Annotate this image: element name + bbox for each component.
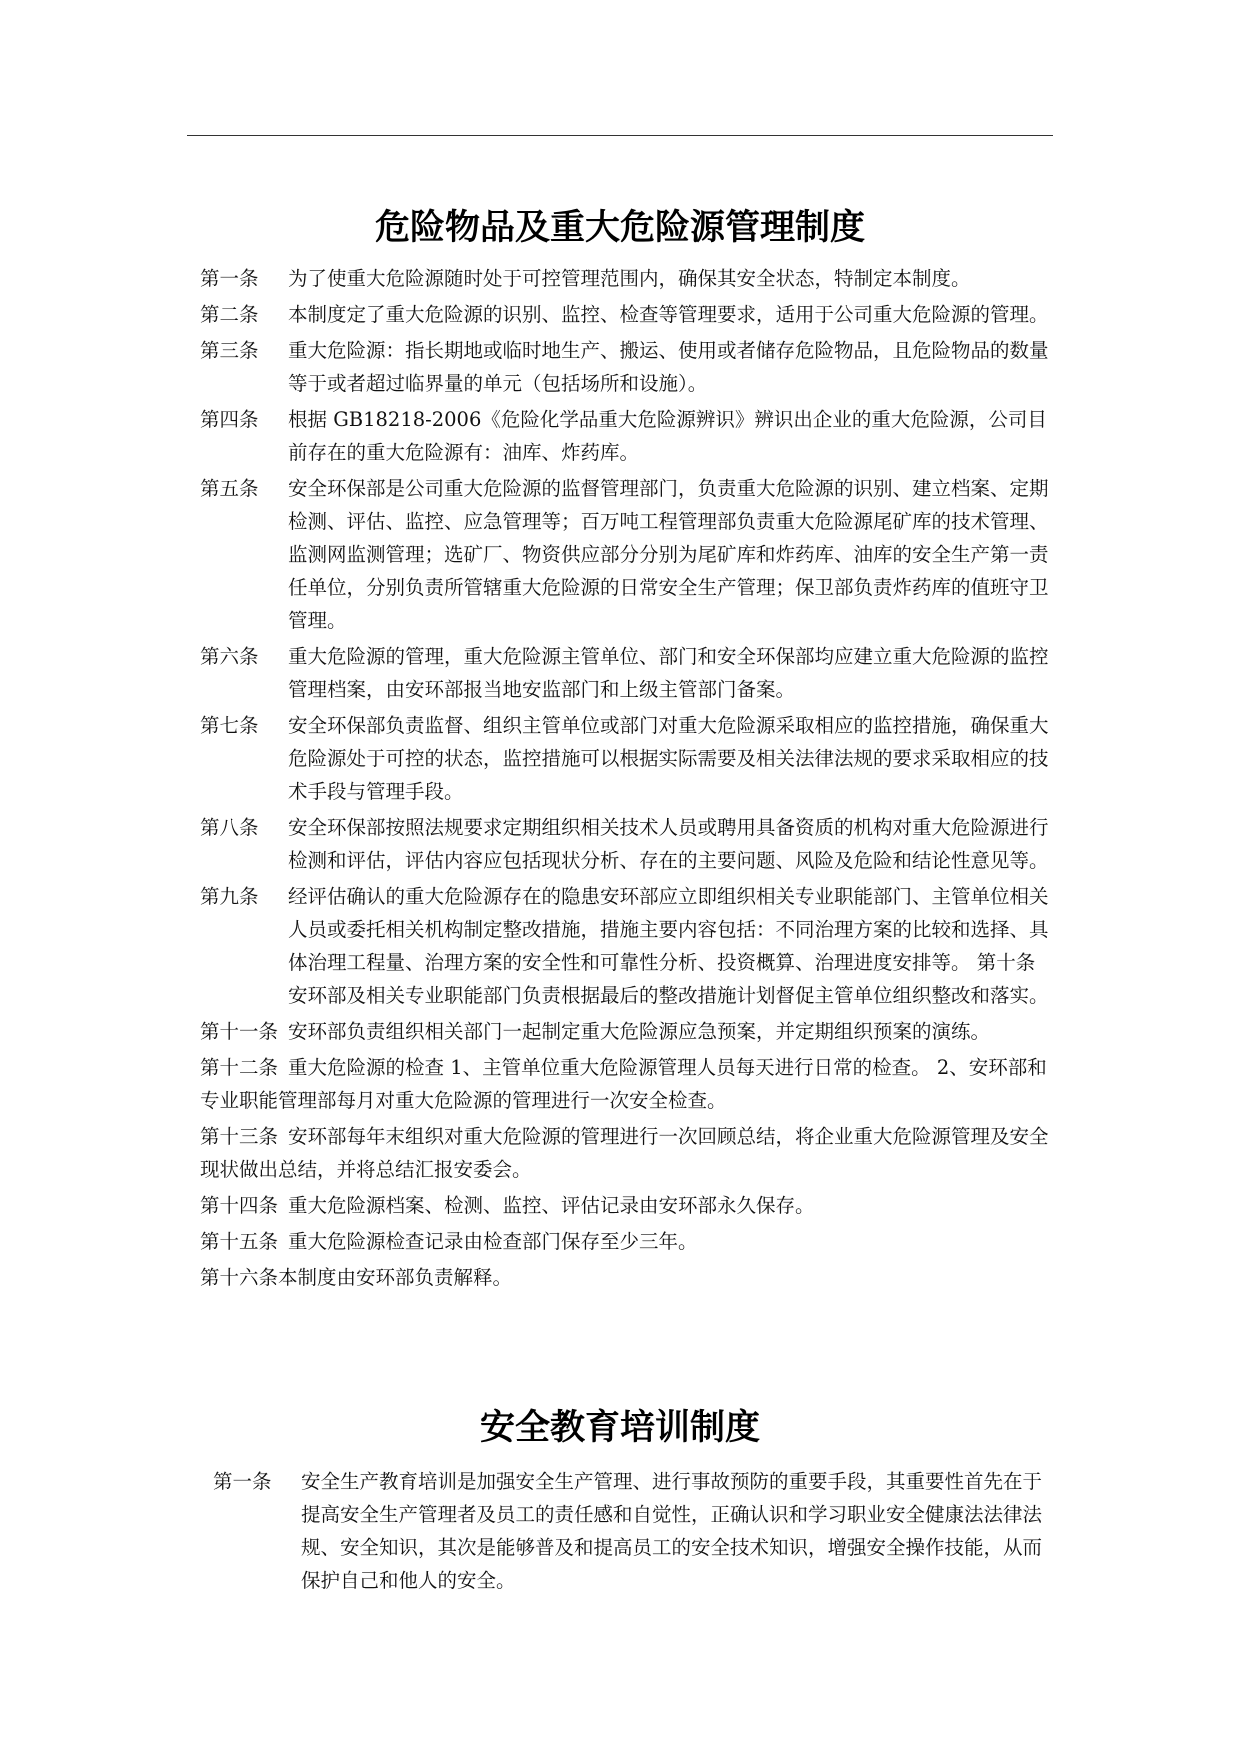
article-text: 重大危险源检查记录由检查部门保存至少三年。: [288, 1230, 698, 1253]
article-text: 安环部负责组织相关部门一起制定重大危险源应急预案，并定期组织预案的演练。: [288, 1020, 991, 1043]
article-number: 第六条: [200, 645, 259, 668]
article-number: 第十二条: [200, 1056, 279, 1079]
paragraph-item: [200, 1015, 1055, 1048]
article-item: [200, 334, 1055, 400]
article-text: 经评估确认的重大危险源存在的隐患安环部应立即组织相关专业职能部门、主管单位相关人员或委托相关机构制定整改措施，措施主要内容包括：不同治理方案的比较和选择、具体治理工程量、治理方案的安全性和可靠性分析、投资概算、治理进度安排等。 第十条 安环部及相关专业职能部门负责根据最后的整改措施计划督促主管单位组织整改和落实。: [288, 885, 1049, 1007]
article-text: 安全环保部负责监督、组织主管单位或部门对重大危险源采取相应的监控措施，确保重大危险源处于可控的状态，监控措施可以根据实际需要及相关法律法规的要求采取相应的技术手段与管理手段。: [288, 714, 1049, 803]
article-number: 第十六条: [200, 1266, 279, 1289]
article-item: [200, 403, 1055, 469]
page-title: 危险物品及重大危险源管理制度: [374, 207, 865, 248]
article-text: 本制度由安环部负责解释。: [278, 1266, 513, 1289]
paragraph-item: [200, 1225, 1055, 1258]
article-text: 重大危险源档案、检测、监控、评估记录由安环部永久保存。: [288, 1194, 815, 1217]
article-text: 安全环保部是公司重大危险源的监督管理部门，负责重大危险源的识别、建立档案、定期检测、评估、监控、应急管理等；百万吨工程管理部负责重大危险源尾矿库的技术管理、监测网监测管理；选矿厂、物资供应部分分别为尾矿库和炸药库、油库的安全生产第一责任单位，分别负责所管辖重大危险源的日常安全生产管理；保卫部负责炸药库的值班守卫管理。: [288, 477, 1049, 632]
article-item: [200, 472, 1055, 637]
article-item: [200, 640, 1055, 706]
article-text: 重大危险源的管理，重大危险源主管单位、部门和安全环保部均应建立重大危险源的监控管理档案，由安环部报当地安监部门和上级主管部门备案。: [288, 645, 1049, 701]
article-number: 第十一条: [200, 1020, 279, 1043]
article-text: 重大危险源：指长期地或临时地生产、搬运、使用或者储存危险物品，且危险物品的数量等于或者超过临界量的单元（包括场所和设施）。: [288, 339, 1049, 395]
paragraph-item: [200, 1051, 1055, 1117]
article-text: 本制度定了重大危险源的识别、监控、检查等管理要求，适用于公司重大危险源的管理。: [288, 303, 1049, 326]
article-item: [213, 1465, 1055, 1597]
article-number: 第十五条: [200, 1230, 279, 1253]
article-number: 第十四条: [200, 1194, 279, 1217]
article-item: [200, 709, 1055, 808]
paragraph-item: [200, 1189, 1055, 1222]
section-title-training: 安全教育培训制度: [479, 1407, 760, 1448]
article-number: 第七条: [200, 714, 259, 737]
article-text: 安全生产教育培训是加强安全生产管理、进行事故预防的重要手段，其重要性首先在于提高安全生产管理者及员工的责任感和自觉性，正确认识和学习职业安全健康法法律法规、安全知识，其次是能够普及和提高员工的安全技术知识，增强安全操作技能，从而保护自己和他人的安全。: [301, 1470, 1043, 1592]
header-rule: [187, 135, 1053, 136]
article-text: 安全环保部按照法规要求定期组织相关技术人员或聘用具备资质的机构对重大危险源进行检测和评估，评估内容应包括现状分析、存在的主要问题、风险及危险和结论性意见等。: [288, 816, 1049, 872]
article-number: 第八条: [200, 816, 259, 839]
article-text: 为了使重大危险源随时处于可控管理范围内，确保其安全状态，特制定本制度。: [288, 267, 971, 290]
paragraph-item: [200, 1261, 1055, 1294]
regulation-section-training: [213, 1465, 1055, 1600]
article-item: [200, 298, 1055, 331]
article-number: 第三条: [200, 339, 259, 362]
article-text: 重大危险源的检查 1、主管单位重大危险源管理人员每天进行日常的检查。 2、安环部和专业职能管理部每月对重大危险源的管理进行一次安全检查。: [200, 1056, 1047, 1112]
article-number: 第四条: [200, 408, 259, 431]
article-number: 第一条: [213, 1470, 272, 1493]
article-number: 第十三条: [200, 1125, 279, 1148]
article-item: [200, 880, 1055, 1012]
article-number: 第二条: [200, 303, 259, 326]
article-number: 第九条: [200, 885, 259, 908]
article-text: 根据 GB18218-2006《危险化学品重大危险源辨识》辨识出企业的重大危险源，公司目前存在的重大危险源有：油库、炸药库。: [288, 408, 1047, 464]
paragraph-item: [200, 1120, 1055, 1186]
regulation-section-hazard: [200, 262, 1055, 1297]
article-number: 第五条: [200, 477, 259, 500]
article-text: 安环部每年末组织对重大危险源的管理进行一次回顾总结，将企业重大危险源管理及安全现状做出总结，并将总结汇报安委会。: [200, 1125, 1049, 1181]
article-item: [200, 811, 1055, 877]
article-number: 第一条: [200, 267, 259, 290]
article-item: [200, 262, 1055, 295]
